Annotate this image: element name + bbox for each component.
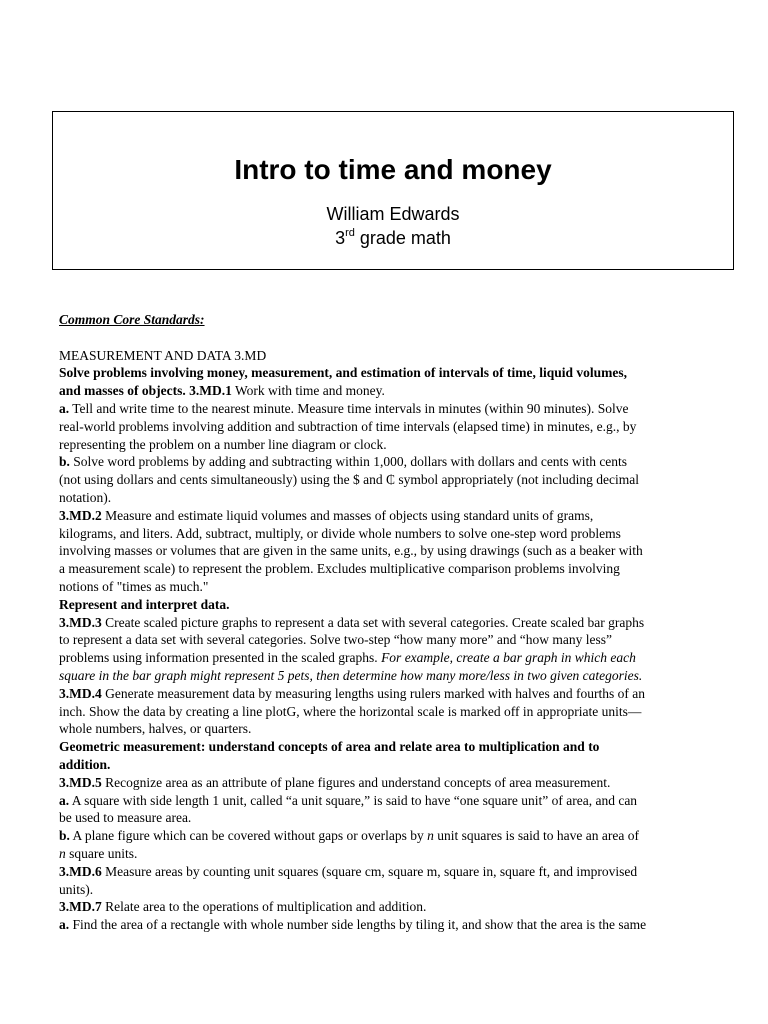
text-line: [59, 400, 719, 418]
text-run: kilograms, and liters. Add, subtract, multiply, or divide whole numbers to solve one-step word problems: [59, 525, 621, 541]
text-run: Tell and write time to the nearest minute. Measure time intervals in minutes (within 90 minutes). Solve: [69, 400, 629, 416]
text-line: [59, 792, 719, 810]
text-run: representing the problem on a number line diagram or clock.: [59, 436, 387, 452]
text-line: [59, 507, 719, 525]
title-box: [52, 111, 734, 270]
grade-number: 3: [335, 228, 346, 248]
text-line: [59, 471, 719, 489]
text-line: [59, 827, 719, 845]
text-line: [59, 756, 719, 774]
standards-text: [59, 347, 719, 934]
text-run: Recognize area as an attribute of plane figures and understand concepts of area measurement.: [101, 774, 611, 790]
author-name: William Edwards: [326, 204, 460, 224]
text-line: [59, 863, 719, 881]
text-run: 3.MD.4: [59, 685, 102, 701]
text-run: A square with side length 1 unit, called “a unit square,” is said to have “one square unit” of area, and can: [69, 792, 638, 808]
text-line: [59, 382, 719, 400]
text-run: a.: [59, 400, 70, 416]
text-run: 3.MD.6: [59, 863, 102, 879]
text-run: Generate measurement data by measuring lengths using rulers marked with halves and fourths of an: [101, 685, 645, 701]
text-line: [59, 774, 719, 792]
text-run: A plane figure which can be covered without gaps or overlaps by: [69, 828, 428, 844]
grade-label: [53, 227, 733, 249]
text-run: be used to measure area.: [59, 810, 192, 826]
text-run: Create scaled picture graphs to represent a data set with several categories. Create scaled bar graphs: [101, 614, 645, 630]
text-run: real-world problems involving addition and subtraction of time intervals (elapsed time) in minutes, e.g., by: [59, 418, 637, 434]
grade-subject: grade math: [354, 228, 451, 248]
text-line: [59, 453, 719, 471]
text-line: [59, 614, 719, 632]
text-run: to represent a data set with several categories. Solve two-step “how many more” and “how many less”: [59, 632, 612, 648]
text-line: [59, 418, 719, 436]
text-line: [59, 881, 719, 899]
text-line: [59, 809, 719, 827]
document-title: Intro to time and money: [234, 154, 552, 185]
text-run: and masses of objects. 3.MD.1: [59, 383, 232, 399]
text-line: [59, 364, 719, 382]
text-run: square in the bar graph might represent 5 pets, then determine how many more/less in two given categories.: [59, 667, 643, 683]
text-run: Measure areas by counting unit squares (square cm, square m, square in, square ft, and improvised: [101, 863, 638, 879]
grade-ordinal-suffix: rd: [345, 227, 355, 239]
text-run: n: [427, 828, 434, 844]
text-run: MEASUREMENT AND DATA 3.MD: [59, 347, 267, 363]
text-run: 3.MD.3: [59, 614, 102, 630]
text-line: [59, 649, 719, 667]
text-run: Measure and estimate liquid volumes and masses of objects using standard units of grams,: [101, 507, 594, 523]
standards-body: [59, 311, 719, 934]
text-line: [59, 738, 719, 756]
text-line: [59, 898, 719, 916]
text-run: Represent and interpret data.: [59, 596, 230, 612]
text-line: [59, 631, 719, 649]
text-run: notions of "times as much.": [59, 578, 209, 594]
text-line: [59, 347, 719, 365]
text-line: [59, 596, 719, 614]
text-run: Work with time and money.: [231, 383, 385, 399]
text-run: a.: [59, 792, 70, 808]
text-line: [59, 703, 719, 721]
text-run: square units.: [65, 845, 138, 861]
text-run: Geometric measurement: understand concepts of area and relate area to multiplication and to: [59, 739, 600, 755]
text-run: 3.MD.7: [59, 899, 102, 915]
text-line: [59, 436, 719, 454]
text-line: [59, 720, 719, 738]
text-run: b.: [59, 828, 70, 844]
text-line: [59, 542, 719, 560]
spacer: [59, 329, 719, 347]
text-run: a measurement scale) to represent the problem. Excludes multiplicative comparison problems involving: [59, 561, 620, 577]
text-line: [59, 489, 719, 507]
text-run: 3.MD.5: [59, 774, 102, 790]
text-line: [59, 916, 719, 934]
text-run: Relate area to the operations of multiplication and addition.: [101, 899, 427, 915]
text-line: [59, 560, 719, 578]
standards-heading: Common Core Standards:: [59, 312, 205, 327]
text-line: [59, 845, 719, 863]
text-run: Solve problems involving money, measurement, and estimation of intervals of time, liquid volumes,: [59, 365, 628, 381]
text-run: b.: [59, 454, 70, 470]
text-run: (not using dollars and cents simultaneously) using the $ and ₵ symbol appropriately (not including decimal: [59, 472, 640, 488]
text-line: [59, 525, 719, 543]
text-line: [59, 667, 719, 685]
text-run: notation).: [59, 489, 112, 505]
text-run: inch. Show the data by creating a line plotG, where the horizontal scale is marked off in appropriate units—: [59, 703, 642, 719]
text-run: Find the area of a rectangle with whole number side lengths by tiling it, and show that the area is the same: [69, 917, 647, 933]
text-run: a.: [59, 917, 70, 933]
text-run: problems using information presented in the scaled graphs.: [59, 650, 382, 666]
text-run: 3.MD.2: [59, 507, 102, 523]
text-line: [59, 685, 719, 703]
text-run: units).: [59, 881, 94, 897]
text-run: addition.: [59, 756, 111, 772]
text-run: Solve word problems by adding and subtracting within 1,000, dollars with dollars and cents with cents: [69, 454, 628, 470]
text-run: n: [59, 845, 66, 861]
text-run: unit squares is said to have an area of: [433, 828, 639, 844]
text-line: [59, 578, 719, 596]
text-run: involving masses or volumes that are given in the same units, e.g., by using drawings (such as a beaker with: [59, 543, 643, 559]
text-run: whole numbers, halves, or quarters.: [59, 721, 252, 737]
text-run: For example, create a bar graph in which each: [381, 650, 636, 666]
